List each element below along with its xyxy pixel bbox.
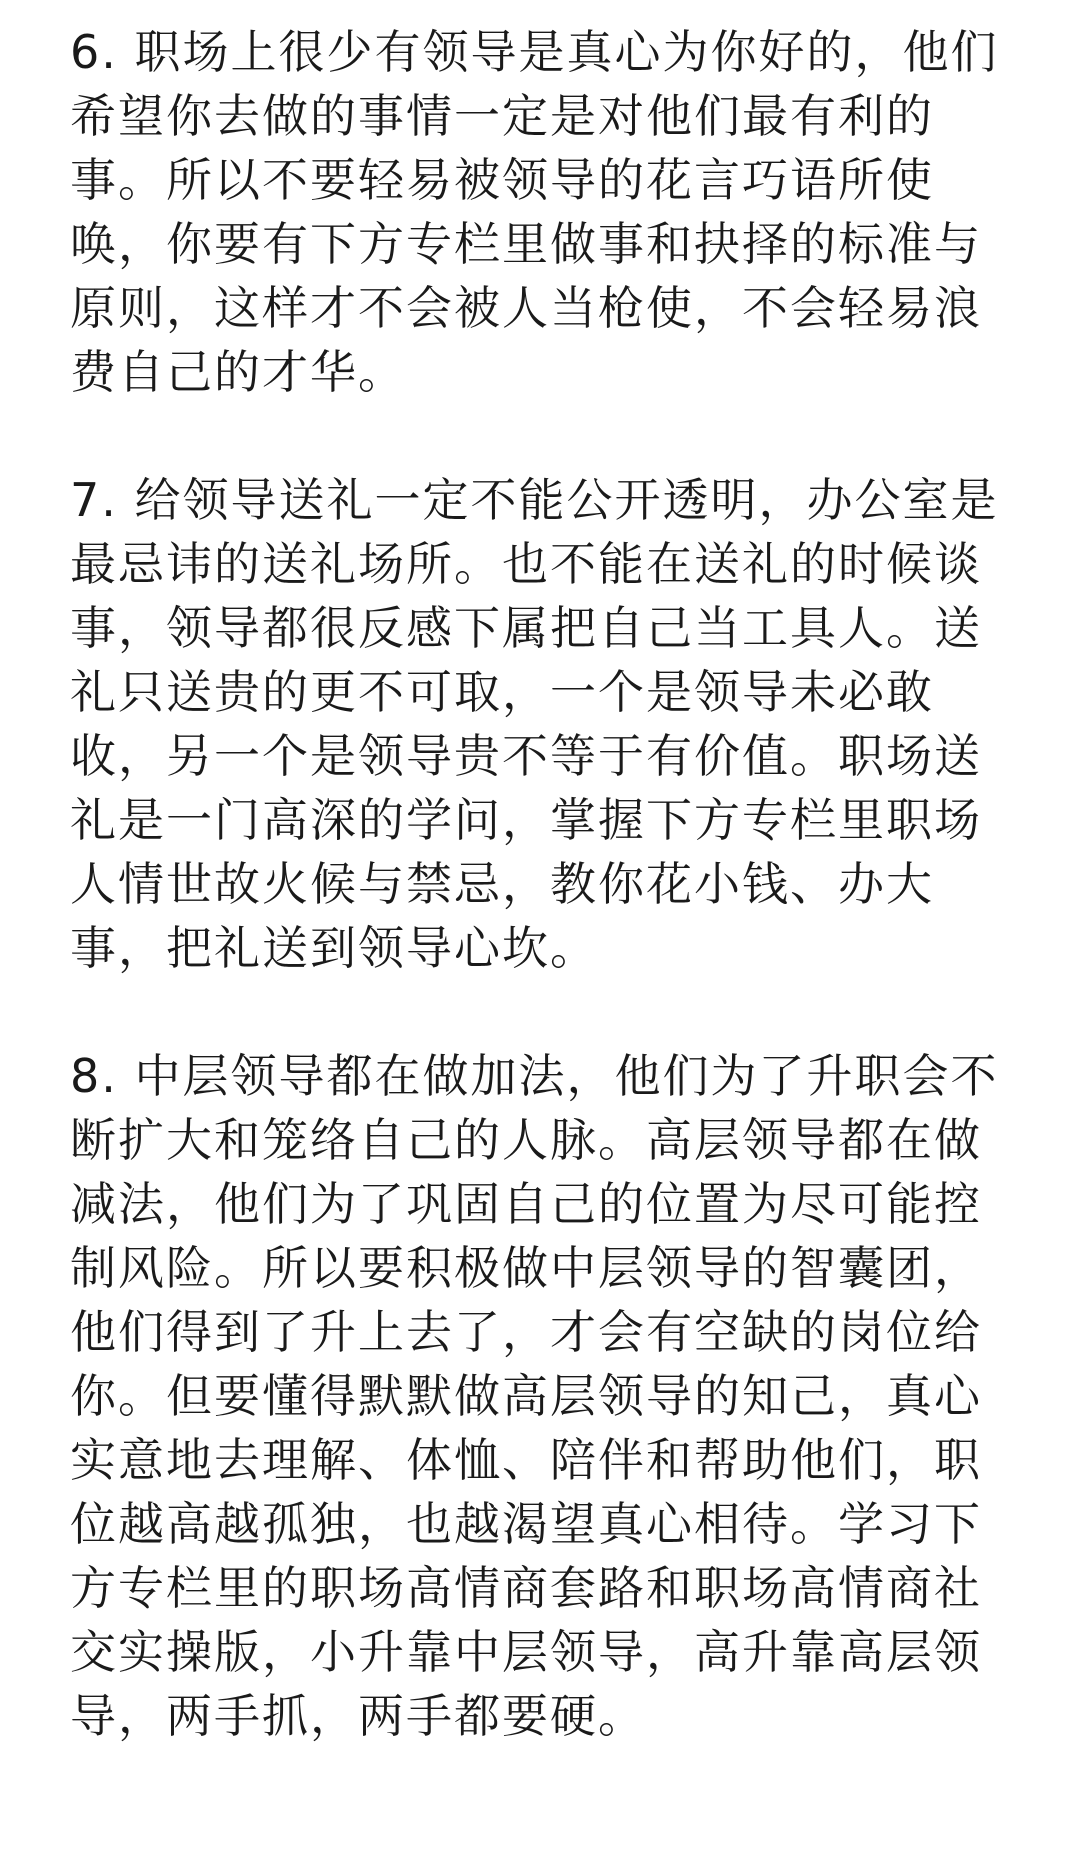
text-line: 他们得到了升上去了，才会有空缺的岗位给: [70, 1305, 982, 1359]
text-line: 唤，你要有下方专栏里做事和抉择的标准与: [70, 217, 982, 271]
text-line: 交实操版，小升靠中层领导，高升靠高层领: [70, 1625, 982, 1679]
text-line: 礼只送贵的更不可取，一个是领导未必敢: [70, 665, 934, 719]
text-line: 希望你去做的事情一定是对他们最有利的: [70, 89, 934, 143]
text-line: 费自己的才华。: [70, 345, 406, 399]
text-line: 你。但要懂得默默做高层领导的知己，真心: [70, 1369, 982, 1423]
text-line: 断扩大和笼络自己的人脉。高层领导都在做: [70, 1113, 982, 1167]
paragraph-6: [70, 20, 1010, 404]
text-line: 8. 中层领导都在做加法，他们为了升职会不: [70, 1049, 999, 1103]
text-line: 实意地去理解、体恤、陪伴和帮助他们，职: [70, 1433, 982, 1487]
text-line: 制风险。所以要积极做中层领导的智囊团，: [70, 1241, 982, 1295]
text-line: 方专栏里的职场高情商套路和职场高情商社: [70, 1561, 982, 1615]
text-line: 人情世故火候与禁忌，教你花小钱、办大: [70, 857, 934, 911]
text-line: 事，领导都很反感下属把自己当工具人。送: [70, 601, 982, 655]
text-line: 事，把礼送到领导心坎。: [70, 921, 598, 975]
paragraph-8: [70, 1044, 1010, 1748]
text-line: 7. 给领导送礼一定不能公开透明，办公室是: [70, 473, 999, 527]
text-line: 导，两手抓，两手都要硬。: [70, 1689, 646, 1743]
text-line: 6. 职场上很少有领导是真心为你好的，他们: [70, 25, 999, 79]
text-line: 位越高越孤独，也越渴望真心相待。学习下: [70, 1497, 982, 1551]
text-line: 减法，他们为了巩固自己的位置为尽可能控: [70, 1177, 982, 1231]
text-line: 礼是一门高深的学问，掌握下方专栏里职场: [70, 793, 982, 847]
paragraph-7: [70, 468, 1010, 980]
text-line: 事。所以不要轻易被领导的花言巧语所使: [70, 153, 934, 207]
text-line: 最忌讳的送礼场所。也不能在送礼的时候谈: [70, 537, 982, 591]
text-line: 原则，这样才不会被人当枪使，不会轻易浪: [70, 281, 982, 335]
text-line: 收，另一个是领导贵不等于有价值。职场送: [70, 729, 982, 783]
